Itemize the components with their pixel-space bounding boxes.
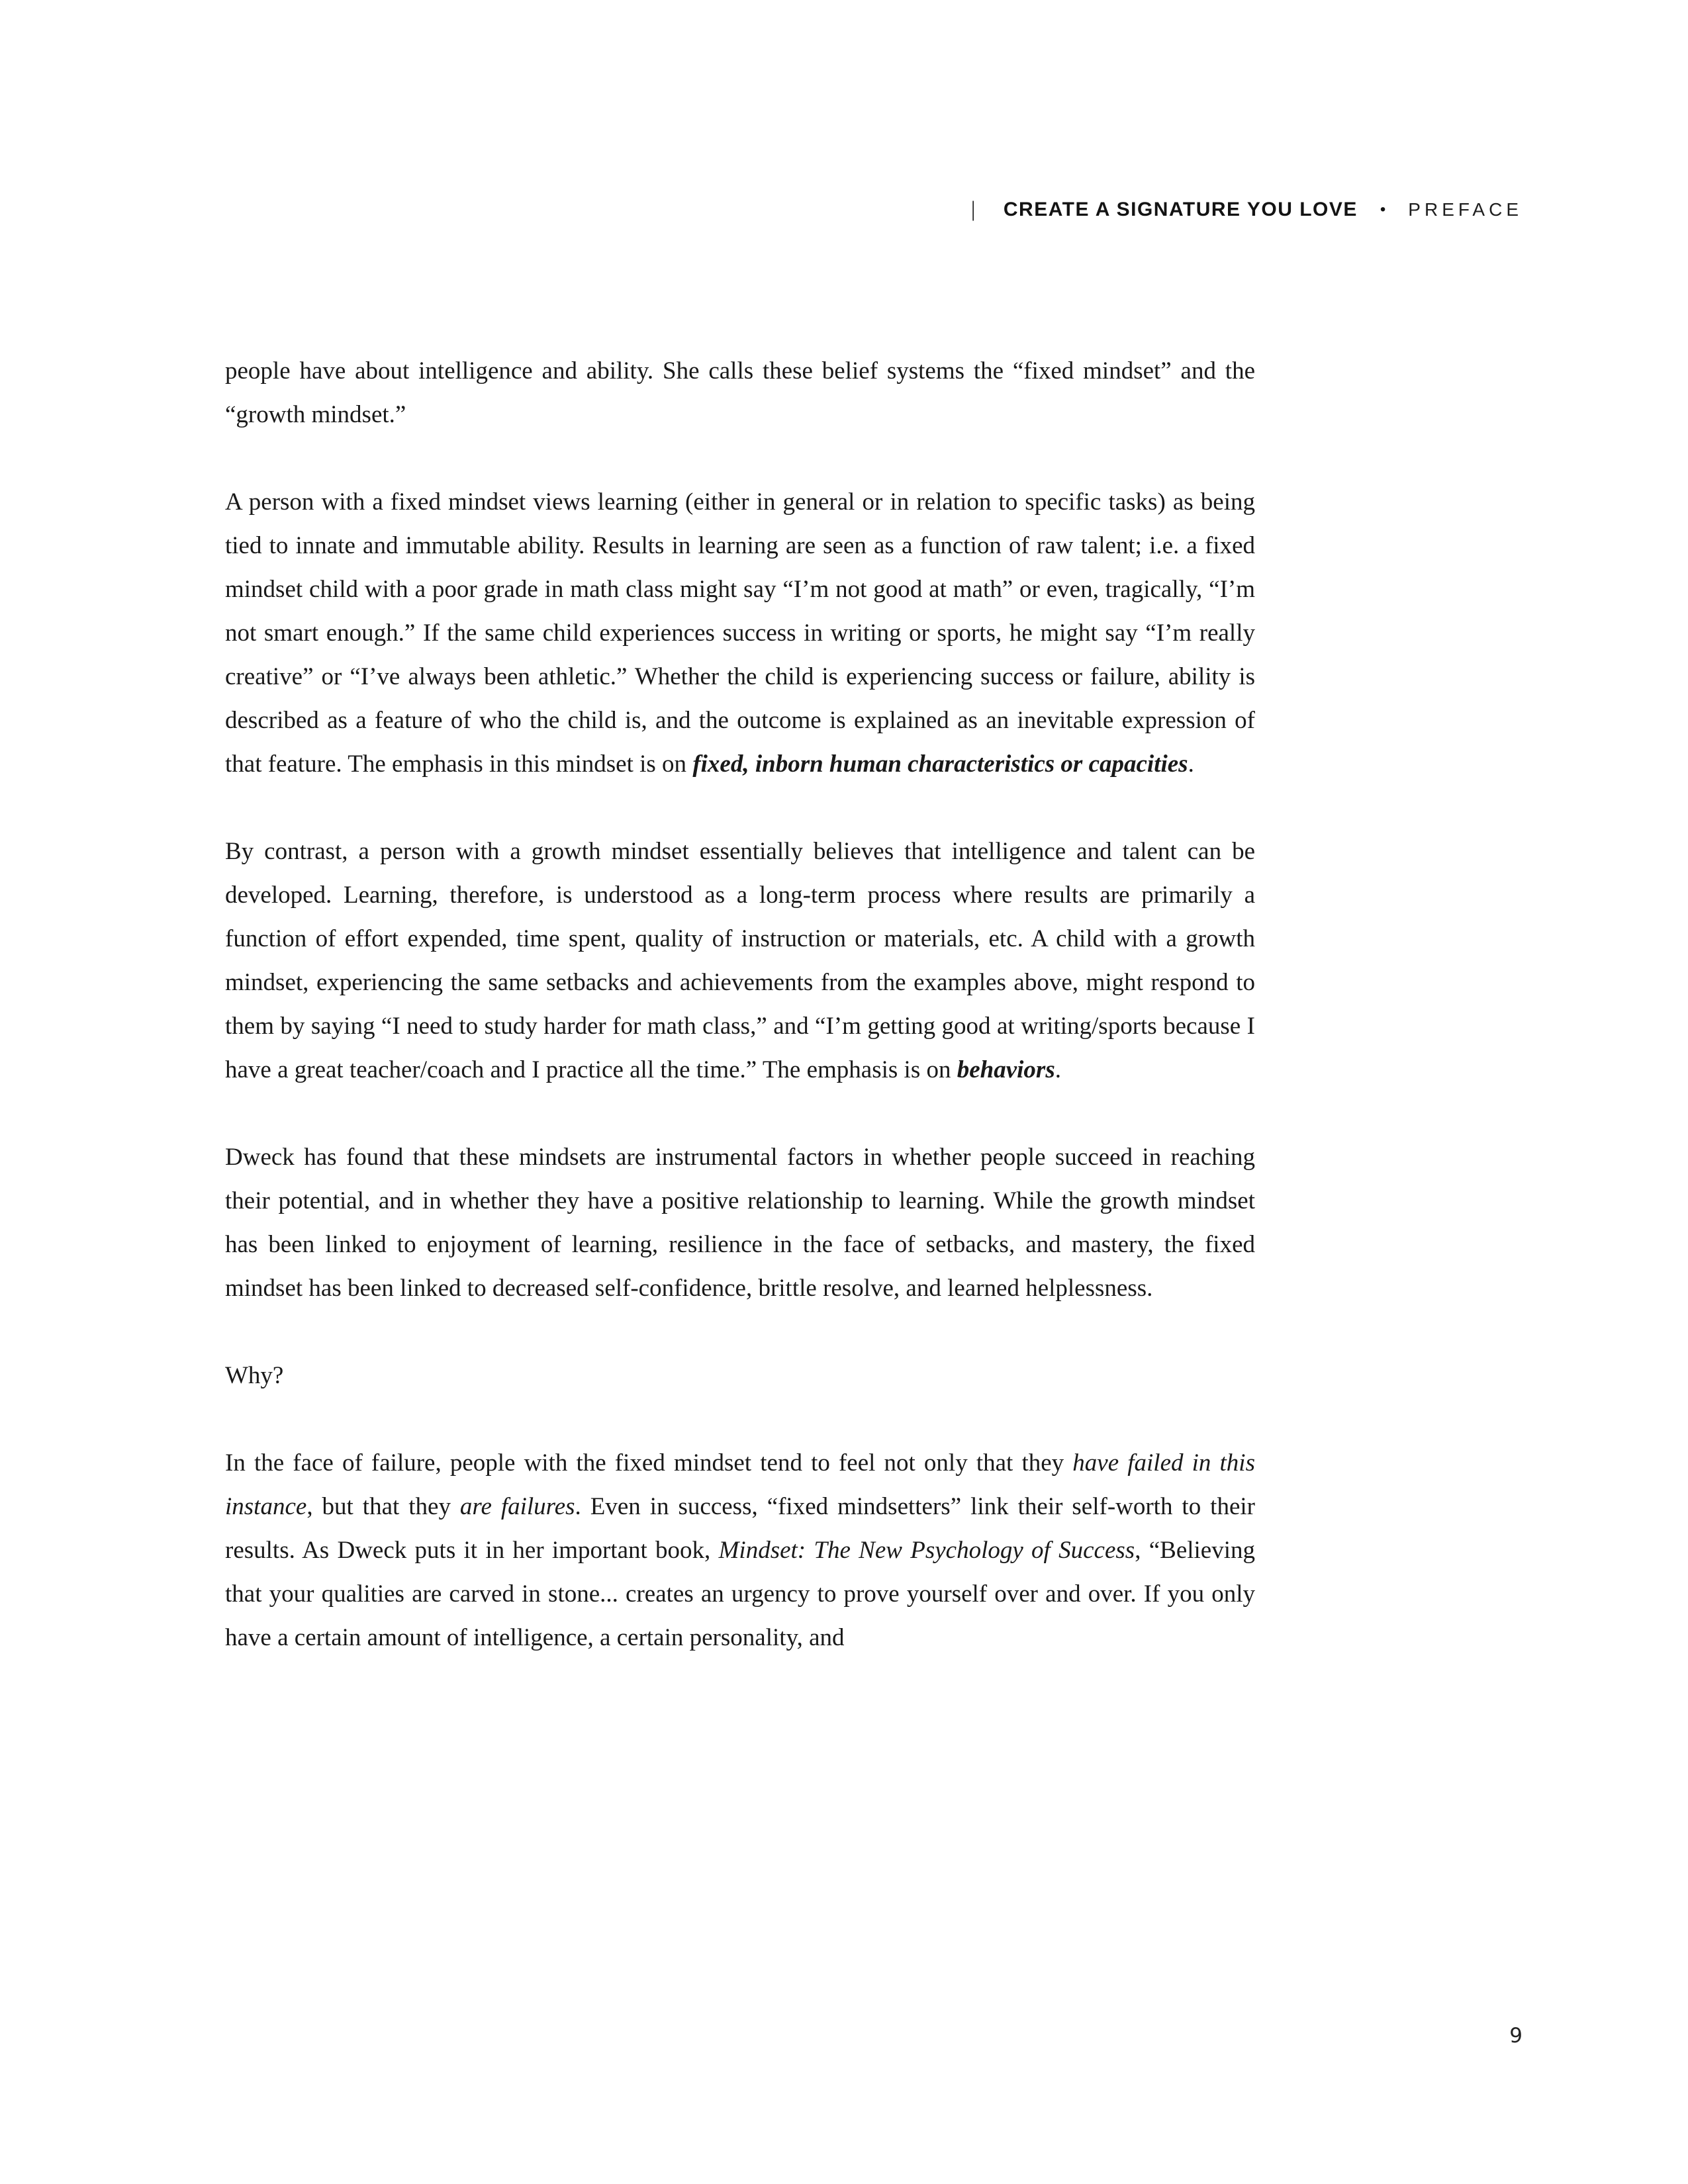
text-segment: people have about intelligence and ability. She calls these belief systems the “fixed mindset” and the “growth mindset.” bbox=[225, 357, 1255, 428]
bold-italic-text-segment: behaviors bbox=[957, 1056, 1055, 1083]
running-header bbox=[970, 197, 1523, 222]
text-segment: In the face of failure, people with the fixed mindset tend to feel not only that they bbox=[225, 1449, 1073, 1477]
text-segment: Why? bbox=[225, 1362, 284, 1389]
bold-italic-text-segment: fixed, inborn human characteristics or capacities bbox=[692, 751, 1188, 778]
paragraph bbox=[225, 480, 1255, 786]
page-number: 9 bbox=[1509, 2024, 1523, 2048]
italic-text-segment: Mindset: The New Psychology of Success bbox=[718, 1537, 1135, 1564]
text-segment: By contrast, a person with a growth mindset essentially believes that intelligence and talent can be developed. Learning, therefore, is understood as a long-term process where results are primarily a function of effort expended, time spent, quality of instruction or materials, etc. A child with a growth mindset, experiencing the same setbacks and achievements from the examples above, might respond to them by saying “I need to study harder for math class,” and “I’m getting good at writing/sports because I have a great teacher/coach and I practice all the time.” The emphasis is on bbox=[225, 838, 1255, 1083]
paragraph bbox=[225, 1354, 1255, 1398]
paragraph bbox=[225, 830, 1255, 1092]
paragraph bbox=[225, 1136, 1255, 1310]
page-body bbox=[225, 349, 1255, 1660]
text-segment: , but that they bbox=[306, 1493, 460, 1520]
header-bullet-separator: • bbox=[1380, 200, 1386, 218]
text-segment: . Even in success, “fixed mindsetters” link their self-worth to their results. As Dweck puts it in her important book, bbox=[225, 1493, 1255, 1564]
text-segment: . bbox=[1188, 751, 1194, 778]
paragraph bbox=[225, 349, 1255, 437]
text-segment: , “Believing that your qualities are carved in stone... creates an urgency to prove yourself over and over. If you only have a certain amount of intelligence, a certain personality, and bbox=[225, 1537, 1255, 1651]
paragraph bbox=[225, 1441, 1255, 1660]
text-segment: A person with a fixed mindset views learning (either in general or in relation to specific tasks) as being tied to innate and immutable ability. Results in learning are seen as a function of raw talent; i.e. a fixed mindset child with a poor grade in math class might say “I’m not good at math” or even, tragically, “I’m not smart enough.” If the same child experiences success in writing or sports, he might say “I’m really creative” or “I’ve always been athletic.” Whether the child is experiencing success or failure, ability is described as a feature of who the child is, and the outcome is explained as an inevitable expression of that feature. The emphasis in this mindset is on bbox=[225, 488, 1255, 778]
italic-text-segment: have failed in this instance bbox=[225, 1449, 1255, 1520]
header-section-label: PREFACE bbox=[1408, 199, 1523, 220]
text-segment: Dweck has found that these mindsets are instrumental factors in whether people succeed in reaching their potential, and in whether they have a positive relationship to learning. While the growth mindset has been linked to enjoyment of learning, resilience in the face of setbacks, and mastery, the fixed mindset has been linked to decreased self-confidence, brittle resolve, and learned helplessness. bbox=[225, 1144, 1255, 1302]
italic-text-segment: are failures bbox=[459, 1493, 575, 1520]
header-book-title: CREATE A SIGNATURE YOU LOVE bbox=[1003, 198, 1358, 220]
text-segment: . bbox=[1055, 1056, 1061, 1083]
header-separator-bar: | bbox=[970, 197, 975, 221]
